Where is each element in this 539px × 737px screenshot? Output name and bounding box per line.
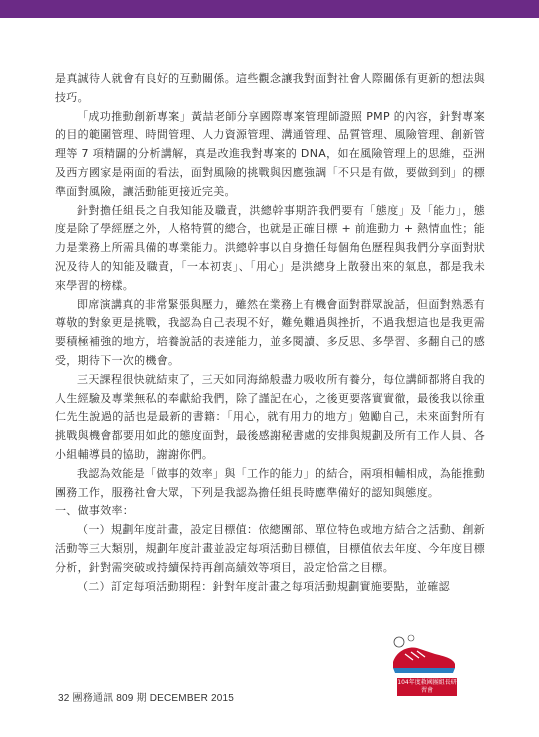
shoe-logo-icon <box>383 628 463 684</box>
paragraph-pmp: 「成功推動創新專案」黃喆老師分享國際專案管理師證照 PMP 的內容，針對專案的目的範圍管理、時間管理、人力資源管理、溝通管理、品質管理、風險管理、創新管理等 7 項精闢的分析講解，真是改進我對專案的 DNA，如在風險管理上的思維，亞洲及西方國家是兩面的看法，面對風險的挑戰與因應強調「不只是有做，要做到到」的標準面對風險，讓活動能更接近完美。 <box>55 109 485 198</box>
page-footer: 32 團務通訊 809 期 DECEMBER 2015 <box>58 693 235 704</box>
emblem-banner: 104年度救國團組長研習會 <box>397 679 457 694</box>
top-color-bar <box>0 0 539 18</box>
paragraph-speech: 即席演講真的非常緊張與壓力，雖然在業務上有機會面對群眾說話，但面對熟悉有尊敬的對象更是挑戰，我認為自己表現不好，難免難過與挫折，不過我想這也是我更需要積極補強的地方，培養說話的表達能力，並多閱讀、多反思、多學習、多翻自己的感受，期待下一次的機會。 <box>55 297 485 367</box>
paragraph-continued: 是真誠待人就會有良好的互動關係。這些觀念讓我對面對社會人際關係有更新的想法與技巧。 <box>55 72 485 104</box>
paragraph-conclusion: 三天課程很快就結束了，三天如同海綿般盡力吸收所有養分，每位講師都將自我的人生經驗及專業無私的奉獻給我們，除了謹記在心，之後更要落實實徹，最後我以徐重仁先生說過的話也是最新的書籍：「用心，就有用力的地方」勉勵自己，未來面對所有挑戰與機會都要用如此的態度面對，最後感謝秘書處的安排與規劃及所有工作人員、各小組輔導員的協助，謝謝你們。 <box>55 372 485 461</box>
paragraph-attitude: 針對擔任組長之自我知能及職責，洪總幹事期許我們要有「態度」及「能力」，態度是除了學經歷之外，人格特質的總合，也就是正確目標 + 前進動力 + 熱情血性；能力是業務上所需具備的專業能力。洪總幹事以自身擔任每個角色歷程與我們分享面對狀況及待人的知能及職責，「一本初衷」、「用心」是洪總身上散發出來的氣息，都是我未來學習的榜樣。 <box>55 203 485 292</box>
list-item-2: （二）訂定每項活動期程：針對年度計畫之每項活動規劃實施要點，並確認 <box>77 579 450 593</box>
event-emblem <box>383 628 463 700</box>
list-item-1: （一）規劃年度計畫，設定目標值：依總團部、單位特色或地方結合之活動、創新活動等三大類別，規劃年度計畫並設定每項活動目標值，目標值依去年度、今年度目標分析，針對需突破或持續保持再創高績效等項目，設定恰當之目標。 <box>55 523 485 574</box>
paragraph-efficiency: 我認為效能是「做事的效率」與「工作的能力」的結合，兩項相輔相成，為能推動團務工作，服務社會大眾，下列是我認為擔任組長時應準備好的認知與態度。 <box>55 466 485 499</box>
article-body <box>55 70 485 596</box>
list-heading: 一、做事效率： <box>55 504 135 518</box>
